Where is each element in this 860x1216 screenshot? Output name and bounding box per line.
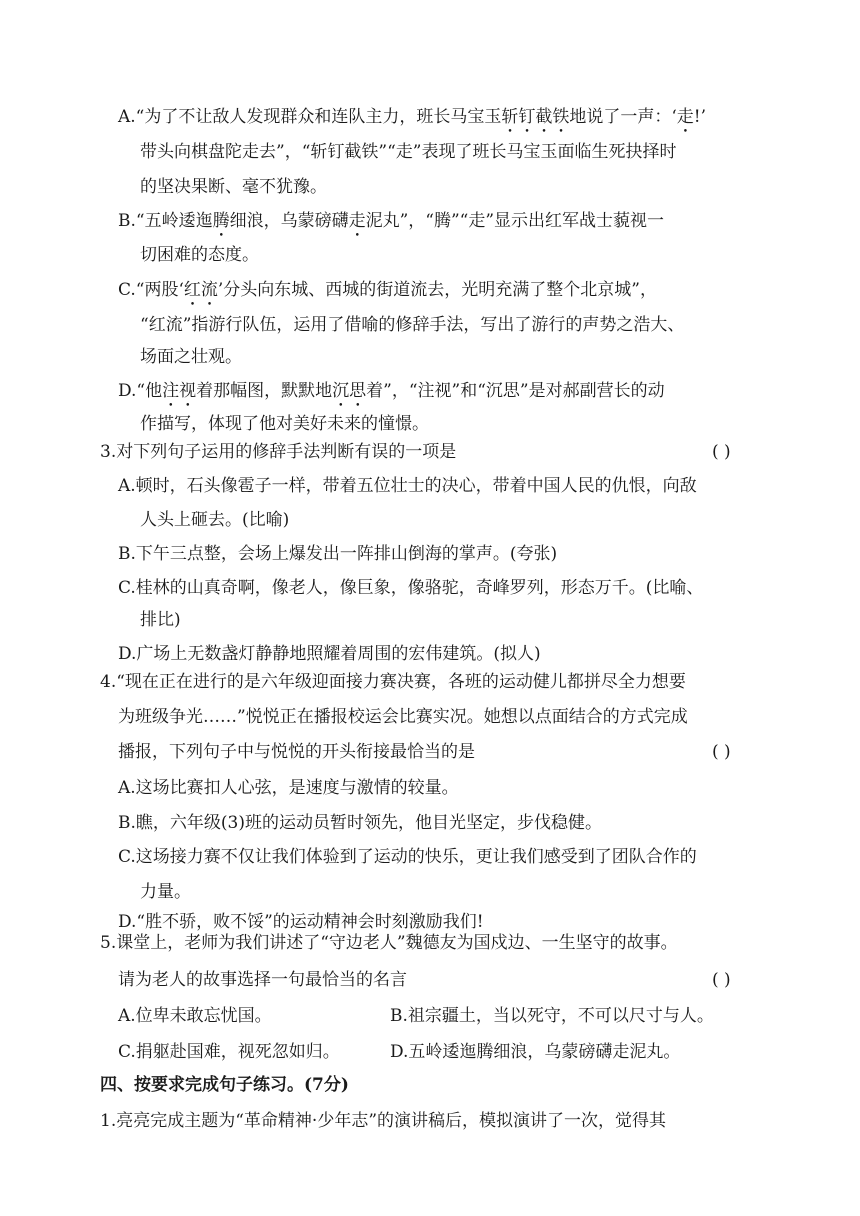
q2-option-d-line2: 作描写，体现了他对美好未来的憧憬。	[140, 414, 429, 434]
q4-stem-line1: 4.“现在正在进行的是六年级迎面接力赛决赛，各班的运动健儿都拼尽全力想要	[100, 672, 686, 692]
q5-stem-line2: 请为老人的故事选择一句最恰当的名言	[118, 970, 407, 990]
q4-option-c-line1: C.这场接力赛不仅让我们体验到了运动的快乐，更让我们感受到了团队合作的	[118, 847, 697, 867]
q3-answer-paren[interactable]: ( )	[712, 442, 731, 462]
q2-option-a-line3: 的坚决果断、毫不犹豫。	[140, 177, 327, 197]
emphasized-word: 注视	[162, 381, 197, 401]
q4-option-d: D.“胜不骄，败不馁”的运动精神会时刻激励我们!	[118, 912, 484, 932]
q5-option-b: B.祖宗疆土，当以死守，不可以尺寸与人。	[390, 1006, 714, 1026]
q2-option-b-line2: 切困难的态度。	[140, 245, 259, 265]
q4-option-b: B.瞧，六年级(3)班的运动员暂时领先，他目光坚定，步伐稳健。	[118, 813, 602, 833]
text-segment: !’	[693, 107, 707, 127]
q3-stem: 3.对下列句子运用的修辞手法判断有误的一项是	[100, 442, 457, 462]
q4-answer-paren[interactable]: ( )	[712, 742, 731, 762]
q2-option-c-line3: 场面之壮观。	[140, 347, 242, 367]
section-four-q1-line1: 1.亮亮完成主题为“革命精神·少年志”的演讲稿后，模拟演讲了一次，觉得其	[100, 1111, 667, 1131]
emphasized-word: 红流	[183, 280, 218, 300]
text-segment: 着那幅图，默默地	[196, 381, 333, 401]
q2-option-b-line1	[118, 210, 664, 232]
q5-option-d: D.五岭逶迤腾细浪，乌蒙磅礴走泥丸。	[390, 1042, 681, 1062]
q4-option-c-line2: 力量。	[140, 882, 191, 902]
q2-option-c-line2: “红流”指游行队伍，运用了借喻的修辞手法，写出了游行的声势之浩大、	[140, 315, 685, 335]
text-segment: 着”，“注视”和“沉思”是对郝副营长的动	[366, 381, 665, 401]
emphasized-word: 沉思	[332, 381, 367, 401]
q3-option-c-line1: C.桂林的山真奇啊，像老人，像巨象，像骆驼，奇峰罗列，形态万千。(比喻、	[118, 578, 704, 598]
emphasized-word: 腾	[212, 211, 230, 231]
emphasized-word: 斩钉截铁	[501, 107, 570, 127]
text-segment: C.“两股‘	[118, 280, 184, 300]
text-segment: B.“五岭逶迤	[118, 211, 213, 231]
q4-stem-line3: 播报，下列句子中与悦悦的开头衔接最恰当的是	[118, 742, 475, 762]
q3-option-d: D.广场上无数盏灯静静地照耀着周围的宏伟建筑。(拟人)	[118, 644, 541, 664]
q3-option-c-line2: 排比)	[140, 610, 181, 630]
text-segment: 泥丸”，“腾”“走”显示出红军战士藐视一	[365, 211, 665, 231]
q3-option-a-line2: 人头上砸去。(比喻)	[140, 510, 290, 530]
q3-option-b: B.下午三点整，会场上爆发出一阵排山倒海的掌声。(夸张)	[118, 544, 558, 564]
q4-option-a: A.这场比赛扣人心弦，是速度与激情的较量。	[118, 778, 459, 798]
q4-stem-line2: 为班级争光……”悦悦正在播报校运会比赛实况。她想以点面结合的方式完成	[118, 707, 688, 727]
q2-option-d-line1	[118, 380, 665, 402]
emphasized-word: 走	[348, 211, 366, 231]
text-segment: ’分头向东城、西城的街道流去，光明充满了整个北京城”，	[217, 280, 657, 300]
q5-answer-paren[interactable]: ( )	[712, 970, 731, 990]
text-segment: 地说了一声：‘	[569, 107, 677, 127]
text-segment: 细浪，乌蒙磅礴	[229, 211, 349, 231]
q3-option-a-line1: A.顿时，石头像雹子一样，带着五位壮士的决心，带着中国人民的仇恨，向敌	[118, 476, 697, 496]
text-segment: A.“为了不让敌人发现群众和连队主力，班长马宝玉	[118, 107, 502, 127]
emphasized-word: 走	[676, 107, 694, 127]
q5-option-c: C.捐躯赴国难，视死忽如归。	[118, 1042, 340, 1062]
q5-stem-line1: 5.课堂上，老师为我们讲述了“守边老人”魏德友为国戍边、一生坚守的故事。	[100, 933, 678, 953]
q2-option-a-line1	[118, 106, 706, 128]
text-segment: D.“他	[118, 381, 163, 401]
q2-option-c-line1	[118, 279, 657, 301]
q2-option-a-line2: 带头向棋盘陀走去”，“斩钉截铁”“走”表现了班长马宝玉面临生死抉择时	[140, 142, 677, 162]
q5-option-a: A.位卑未敢忘忧国。	[118, 1006, 272, 1026]
section-four-heading: 四、按要求完成句子练习。(7分)	[100, 1075, 349, 1095]
